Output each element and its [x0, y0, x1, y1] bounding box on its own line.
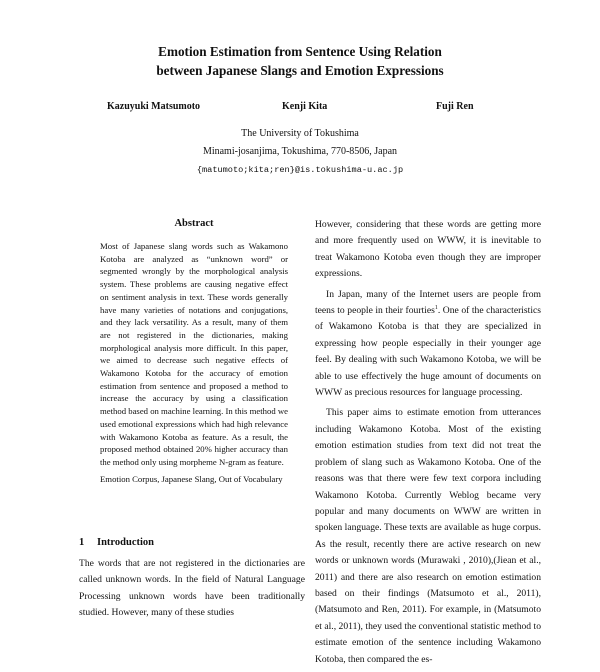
text-run: . One of the characteristics of Wakamono Kotoba is that they are specialized in expressing how people especially in their younger age feel. By dealing with such Wakamono Kotoba, we will be able to use effectively the huge amount of documents on WWW as precious resources for language processing.	[315, 305, 541, 399]
text-run: In Japan, many of the Internet users are people from teens to people in their fourties	[315, 288, 541, 317]
abstract-body	[100, 240, 288, 489]
title-line-2: between Japanese Slangs and Emotion Expressions	[156, 63, 444, 78]
section-heading	[79, 537, 154, 548]
section-title: Introduction	[97, 537, 154, 548]
author-name: Fuji Ren	[436, 101, 474, 112]
address: Minami-josanjima, Tokushima, 770-8506, Japan	[202, 146, 398, 157]
intro-body	[79, 556, 305, 622]
section-number: 1	[79, 537, 85, 548]
footnote-marker: 1	[434, 304, 438, 311]
paper-title	[0, 42, 600, 80]
right-column	[315, 217, 541, 672]
keywords: Emotion Corpus, Japanese Slang, Out of Vocabulary	[100, 473, 283, 484]
university: The University of Tokushima	[241, 128, 359, 139]
paragraph: However, considering that these words are getting more and more frequently used on WWW, it is inevitable to treat Wakamono Kotoba even though they are improper expressions.	[315, 219, 541, 280]
author-list	[0, 101, 600, 115]
paragraph: This paper aims to estimate emotion from utterances including Wakamono Kotoba. Most of the existing emotion estimation studies from text did not treat the problem of slang such as Wakamono Kotoba. One of the reasons was that there were few text corpora including Wakamono Kotoba. Currently Weblog became very popular and many documents on WWW are written in spoken language. These texts are available as huge corpus. As the result, recently there are active research on new words or unknown words (Murawaki , 2010),(Jiean et al., 2011) and there are also research on emotion estimation based on their findings (Matsumoto et al., 2011),(Matsumoto and Ren, 2011). For example, in (Matsumoto et al., 2011), they used the conventional statistic method to estimate emotion of the sentence including Wakamono Kotoba, then compared the es-	[315, 407, 541, 665]
author-name: Kazuyuki Matsumoto	[107, 101, 201, 112]
paragraph	[315, 287, 541, 402]
title-line-1: Emotion Estimation from Sentence Using Relation	[158, 44, 442, 59]
abstract-text: Most of Japanese slang words such as Wakamono Kotoba are analyzed as “unknown word” or segmented wrongly by the morphological analysis system. These problems are causing negative effect on sentiment analysis in text. These words generally have many varieties of notations and conjugations, and they lack versatility. As a result, many of them are not registered in the dictionaries, making morphological analysis more difficult. In this paper, we aimed to decrease such negative effects of Wakamono Kotoba for the accuracy of emotion estimation from sentence and proposed a method to increase the accuracy by using a classification method based on machine learning. In this method we used emotional expressions which had high relevance with Wakamono Kotoba as feature. As a result, the proposed method obtained 20% higher accuracy than the method only using morpheme N-gram as feature.	[100, 241, 288, 467]
author-name: Kenji Kita	[282, 101, 328, 112]
affiliation	[0, 125, 600, 179]
paragraph: The words that are not registered in the dictionaries are called unknown words. In the field of Natural Language Processing unknown words have been traditionally studied. However, many of these studies	[79, 558, 305, 619]
email: {matumoto;kita;ren}@is.tokushima-u.ac.jp	[196, 165, 404, 175]
abstract-heading: Abstract	[174, 218, 214, 229]
